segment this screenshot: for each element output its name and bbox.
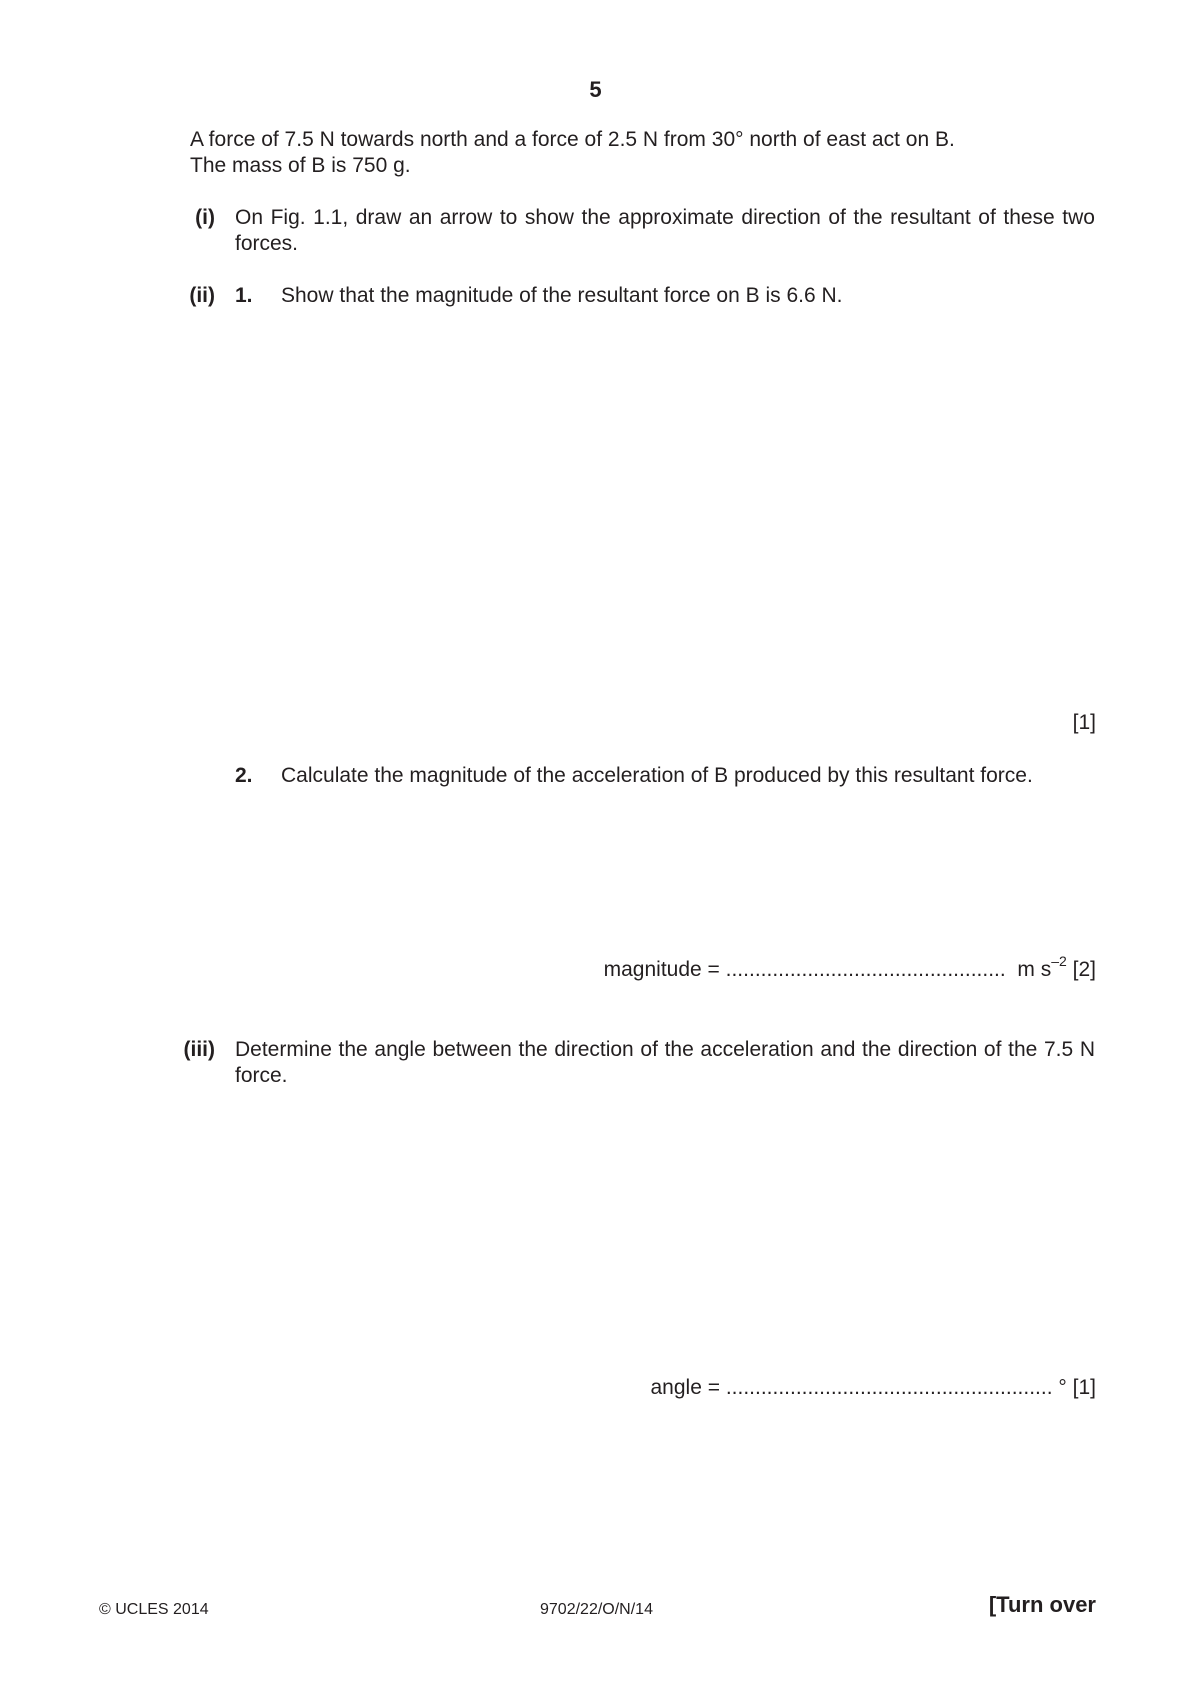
magnitude-unit-exponent: –2 (1051, 953, 1067, 969)
part-ii-sub1-mark: [1] (1072, 711, 1096, 734)
part-i-label: (i) (195, 206, 215, 229)
part-ii-sub1-text: Show that the magnitude of the resultant force on B is 6.6 N. (281, 284, 843, 307)
magnitude-answer-field[interactable]: ................................................ (725, 958, 1006, 981)
magnitude-unit: m $s^{-2}$ (1017, 953, 1067, 981)
magnitude-answer-line (603, 953, 1096, 983)
angle-unit: ° (1058, 1376, 1067, 1399)
part-iii-label: (iii) (183, 1038, 215, 1061)
angle-mark: [1] (1072, 1376, 1096, 1399)
footer-turn-over: [Turn over (988, 1592, 1096, 1617)
part-ii-sub2-label: 2. (235, 764, 253, 787)
part-ii-label: (ii) (189, 284, 215, 307)
part-iii-text: Determine the angle between the direction of the acceleration and the direction of the 7.5 N force. (235, 1038, 1095, 1087)
footer-copyright: © UCLES 2014 (99, 1601, 209, 1618)
question-intro (190, 127, 955, 179)
part-ii-sub1-label: 1. (235, 284, 253, 307)
part-ii-sub2-text: Calculate the magnitude of the acceleration of B produced by this resultant force. (281, 764, 1033, 787)
footer-paper-code: 9702/22/O/N/14 (540, 1601, 653, 1618)
magnitude-mark: [2] (1072, 958, 1096, 981)
intro-line-2: The mass of B is 750 g. (190, 154, 411, 177)
angle-answer-label: angle = (650, 1376, 720, 1399)
part-i-text: On Fig. 1.1, draw an arrow to show the approximate direction of the resultant of these two forces. (235, 206, 1095, 255)
magnitude-answer-label: magnitude = (603, 958, 720, 981)
angle-answer-line (650, 1375, 1096, 1401)
angle-answer-field[interactable]: ........................................................ (725, 1376, 1053, 1399)
intro-line-1: A force of 7.5 N towards north and a force of 2.5 N from 30° north of east act on B. (190, 128, 955, 151)
page-number: 5 (589, 77, 602, 102)
